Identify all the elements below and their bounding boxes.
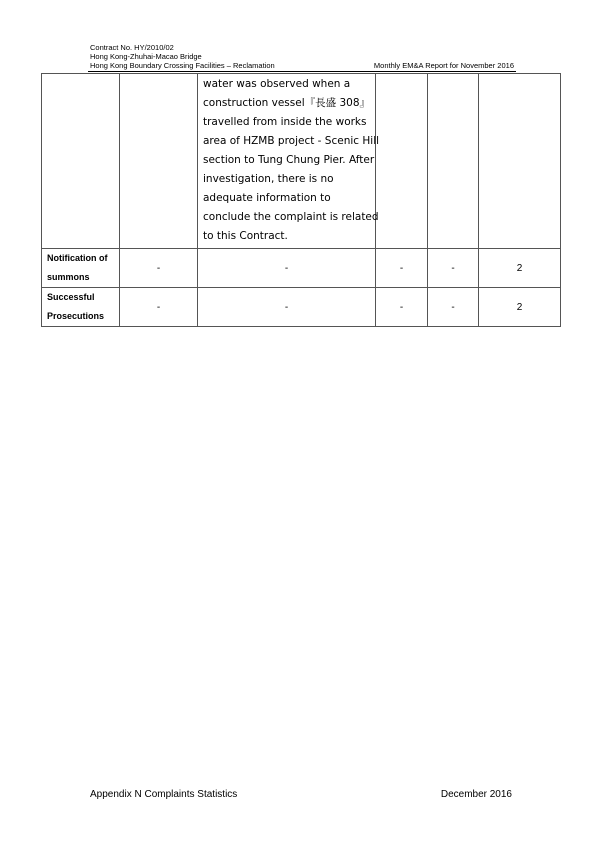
table-row-continuation xyxy=(42,74,561,249)
page-footer xyxy=(90,789,512,800)
complaints-statistics-table xyxy=(41,73,561,327)
facility-name: Hong Kong Boundary Crossing Facilities – Reclamation xyxy=(90,61,275,70)
report-title: Monthly EM&A Report for November 2016 xyxy=(373,61,514,70)
value-cell: - xyxy=(376,288,428,327)
table-cell xyxy=(120,74,198,249)
header-row xyxy=(90,61,514,70)
table-cell xyxy=(428,74,479,249)
appendix-title: Appendix N Complaints Statistics xyxy=(90,789,238,800)
row-label-line: Prosecutions xyxy=(47,311,105,321)
row-label-cell xyxy=(42,288,120,327)
detail-line: adequate information to xyxy=(203,192,331,204)
detail-line: water was observed when a xyxy=(203,78,351,90)
footer-date: December 2016 xyxy=(440,789,512,800)
value-cell: - xyxy=(198,288,376,327)
value-cell: - xyxy=(120,249,198,288)
row-label-cell xyxy=(42,249,120,288)
header-divider xyxy=(88,71,516,72)
table-row-notification-of-summons xyxy=(42,249,561,288)
value-cell: - xyxy=(198,249,376,288)
value-cell: - xyxy=(120,288,198,327)
table-cell xyxy=(376,74,428,249)
row-label-line: summons xyxy=(47,272,90,282)
table-cell xyxy=(479,74,561,249)
value-cell: - xyxy=(428,249,479,288)
detail-line: to this Contract. xyxy=(203,230,288,242)
row-label-line: Notification of xyxy=(47,253,108,263)
table-row-successful-prosecutions xyxy=(42,288,561,327)
contract-number: Contract No. HY/2010/02 xyxy=(90,43,174,52)
cumulative-count-cell: 2 xyxy=(479,288,561,327)
detail-line: construction vessel『長盛 308』 xyxy=(203,97,371,109)
row-label-line: Successful xyxy=(47,292,95,302)
detail-line: conclude the complaint is related xyxy=(203,211,379,223)
value-cell: - xyxy=(376,249,428,288)
detail-line: section to Tung Chung Pier. After xyxy=(203,154,375,166)
complaint-detail-cell xyxy=(198,74,380,249)
value-cell: - xyxy=(428,288,479,327)
page-header xyxy=(90,43,514,70)
detail-line: investigation, there is no xyxy=(203,173,334,185)
cumulative-count-cell: 2 xyxy=(479,249,561,288)
detail-line: area of HZMB project - Scenic Hill xyxy=(203,135,380,147)
detail-line: travelled from inside the works xyxy=(203,116,367,128)
project-name: Hong Kong-Zhuhai-Macao Bridge xyxy=(90,52,202,61)
table-cell xyxy=(42,74,120,249)
